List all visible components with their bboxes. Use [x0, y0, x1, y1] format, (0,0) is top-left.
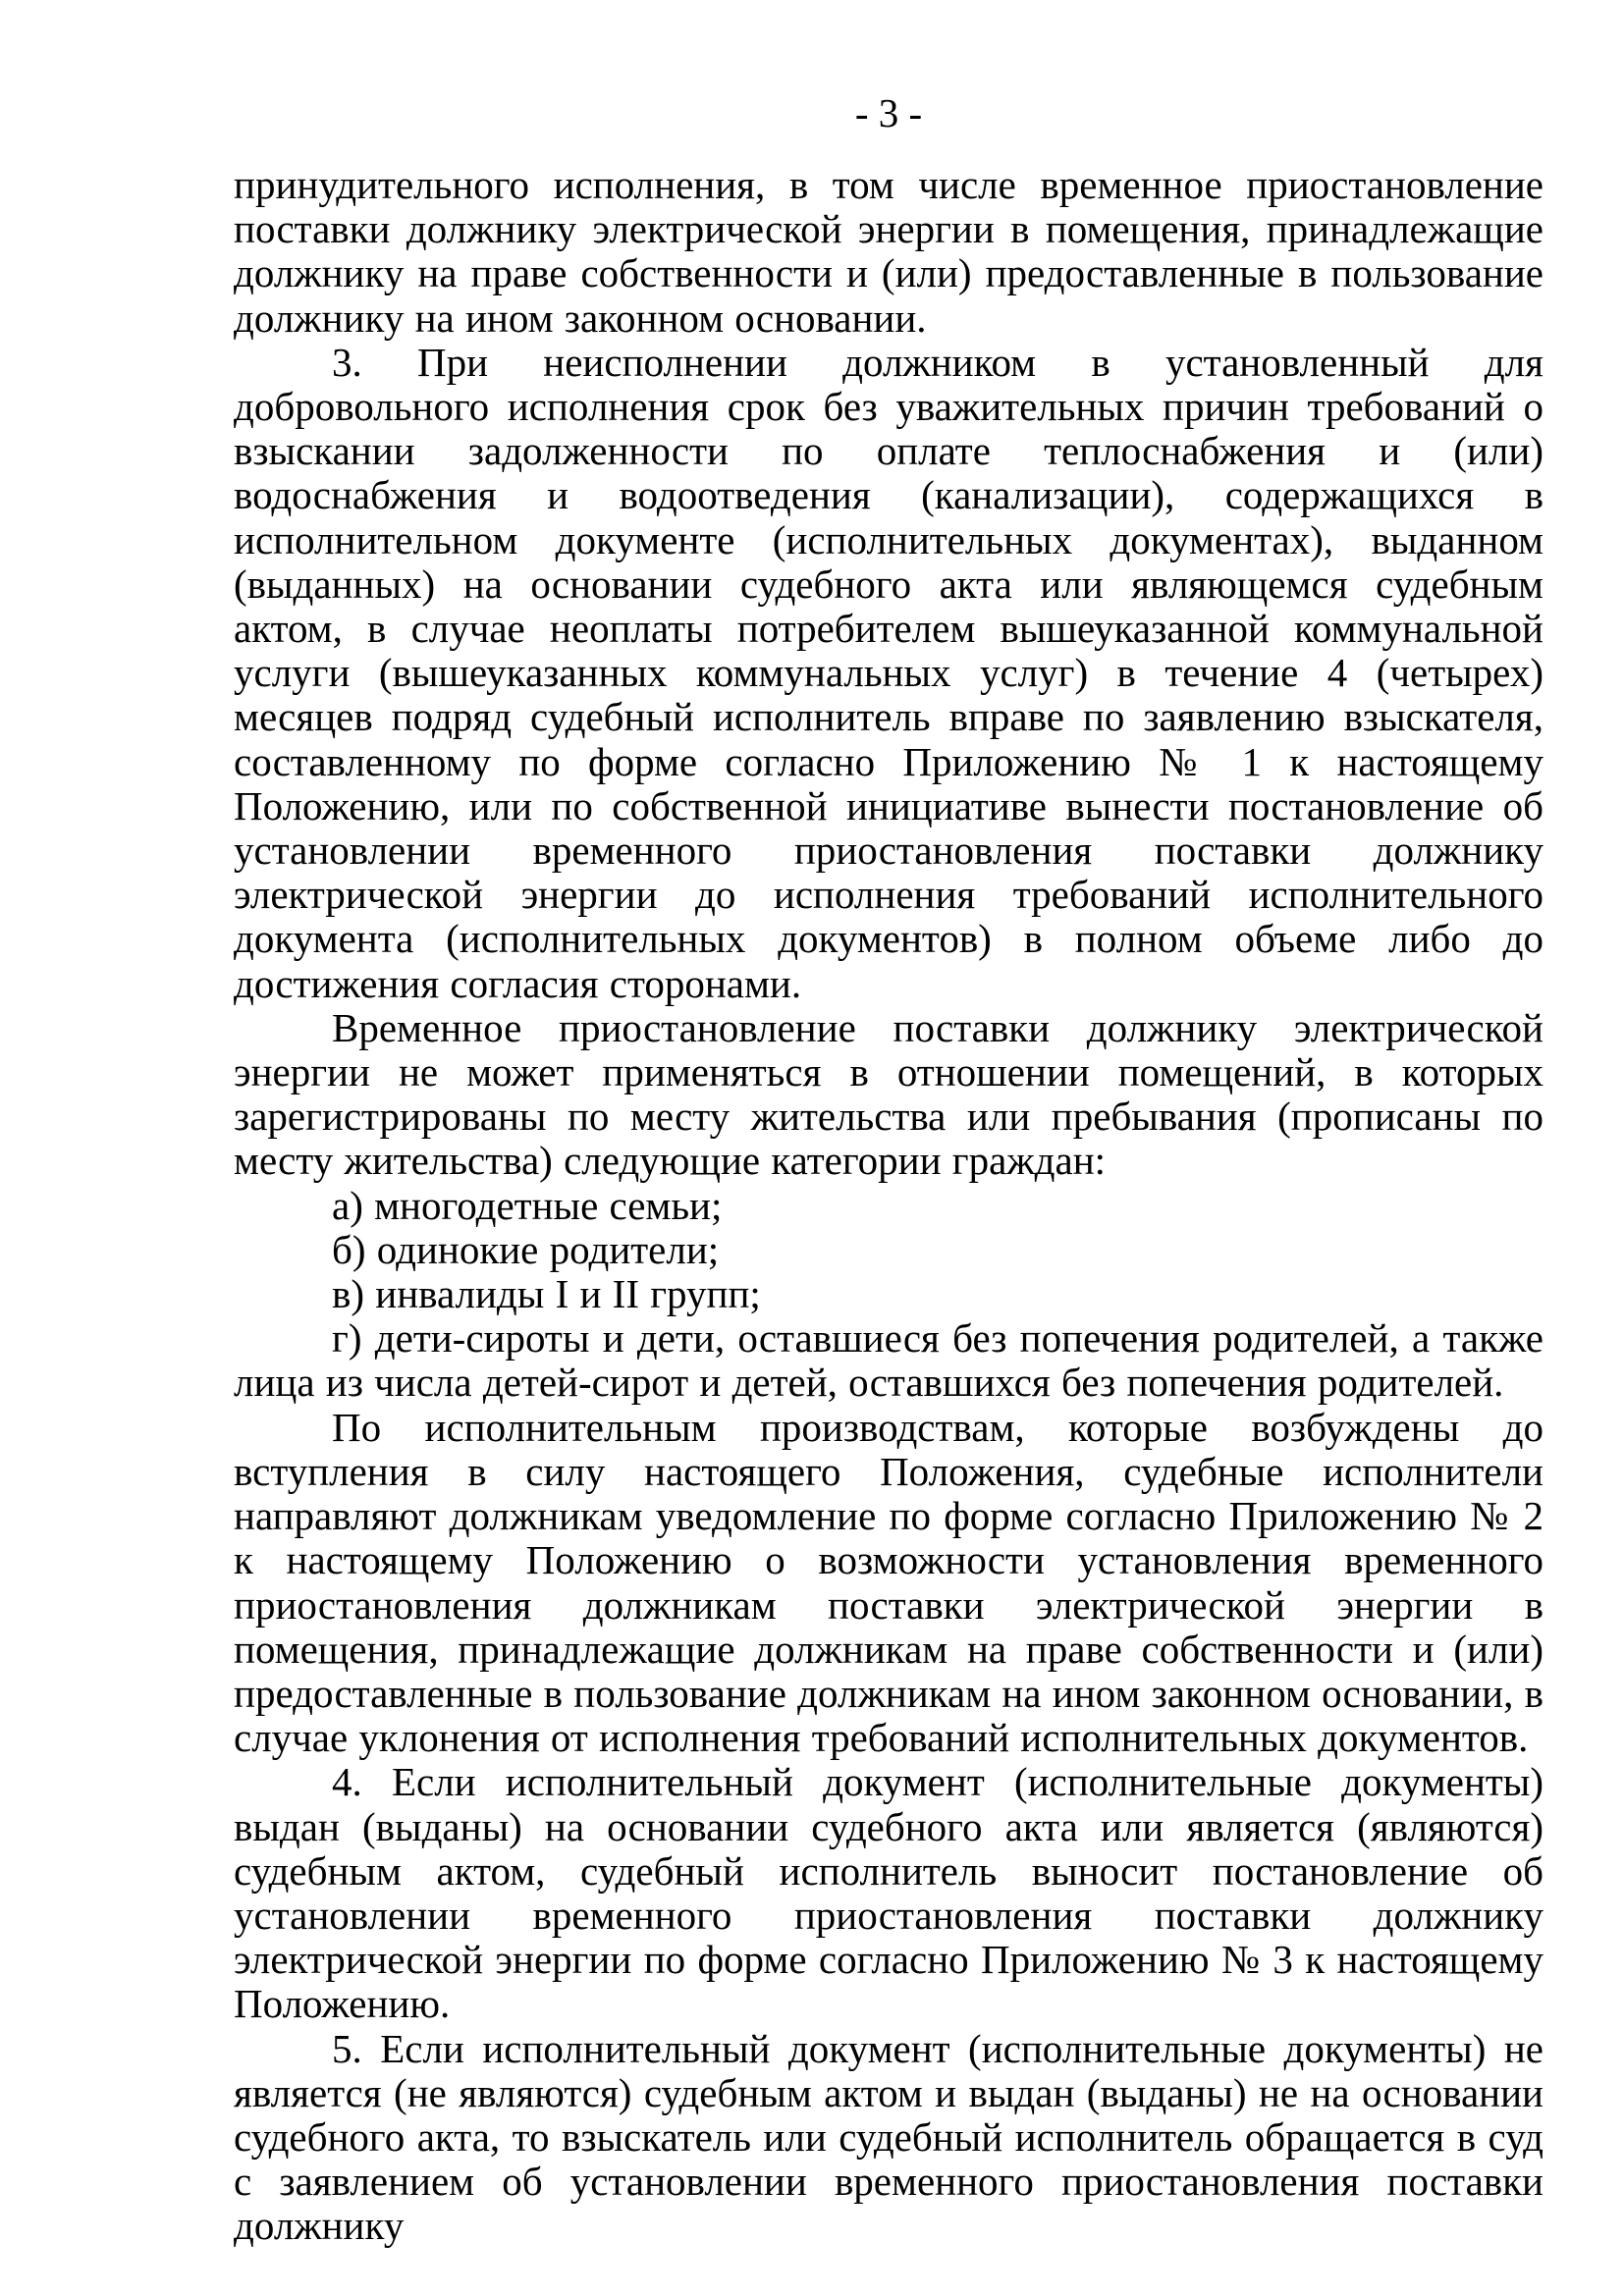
page-number: - 3 -	[854, 90, 923, 135]
paragraph: 4. Если исполнительный документ (исполнительные документы) выдан (выданы) на основании судебного акта или является (являются) судебным актом, судебный исполнитель выносит постановление об установлении временного приостановления поставки должнику электрической энергии по форме согласно Приложению № 3 к настоящему Положению.	[234, 1759, 1543, 2027]
paragraph: принудительного исполнения, в том числе временное приостановление поставки должнику электрической энергии в помещения, принадлежащие должнику на праве собственности и (или) предоставленные в пользование должнику на ином законном основании.	[234, 162, 1543, 341]
paragraph: По исполнительным производствам, которые возбуждены до вступления в силу настоящего Положения, судебные исполнители направляют должникам уведомление по форме согласно Приложению № 2 к настоящему Положению о возможности установления временного приостановления должникам поставки электрической энергии в помещения, принадлежащие должникам на праве собственности и (или) предоставленные в пользование должникам на ином законном основании, в случае уклонения от исполнения требований исполнительных документов.	[234, 1404, 1543, 1761]
paragraph: 3. При неисполнении должником в установленный для добровольного исполнения срок без уважительных причин требований о взыскании задолженности по оплате теплоснабжения и (или) водоснабжения и водоотведения (канализации), содержащихся в исполнительном документе (исполнительных документах), выданном (выданных) на основании судебного акта или являющемся судебным актом, в случае неоплаты потребителем вышеуказанной коммунальной услуги (вышеуказанных коммунальных услуг) в течение 4 (четырех) месяцев подряд судебный исполнитель вправе по заявлению взыскателя, составленному по форме согласно Приложению № 1 к настоящему Положению, или по собственной инициативе вынести постановление об установлении временного приостановления поставки должнику электрической энергии до исполнения требований исполнительного документа (исполнительных документов) в полном объеме либо до достижения согласия сторонами.	[234, 339, 1543, 1006]
document-body	[234, 163, 1543, 2249]
paragraph: г) дети-сироты и дети, оставшиеся без попечения родителей, а также лица из числа детей-сирот и детей, оставшихся без попечения родителей.	[234, 1315, 1543, 1406]
paragraph: б) одинокие родители;	[332, 1226, 720, 1272]
paragraph: 5. Если исполнительный документ (исполнительные документы) не является (не являются) судебным актом и выдан (выданы) не на основании судебного акта, то взыскатель или судебный исполнитель обращается в суд с заявлением об установлении временного приостановления поставки должнику	[234, 2025, 1543, 2249]
paragraph: в) инвалиды I и II групп;	[332, 1271, 761, 1317]
paragraph: а) многодетные семьи;	[332, 1182, 723, 1228]
paragraph: Временное приостановление поставки должнику электрической энергии не может применяться в отношении помещений, в которых зарегистрированы по месту жительства или пребывания (прописаны по месту жительства) следующие категории граждан:	[234, 1004, 1543, 1184]
